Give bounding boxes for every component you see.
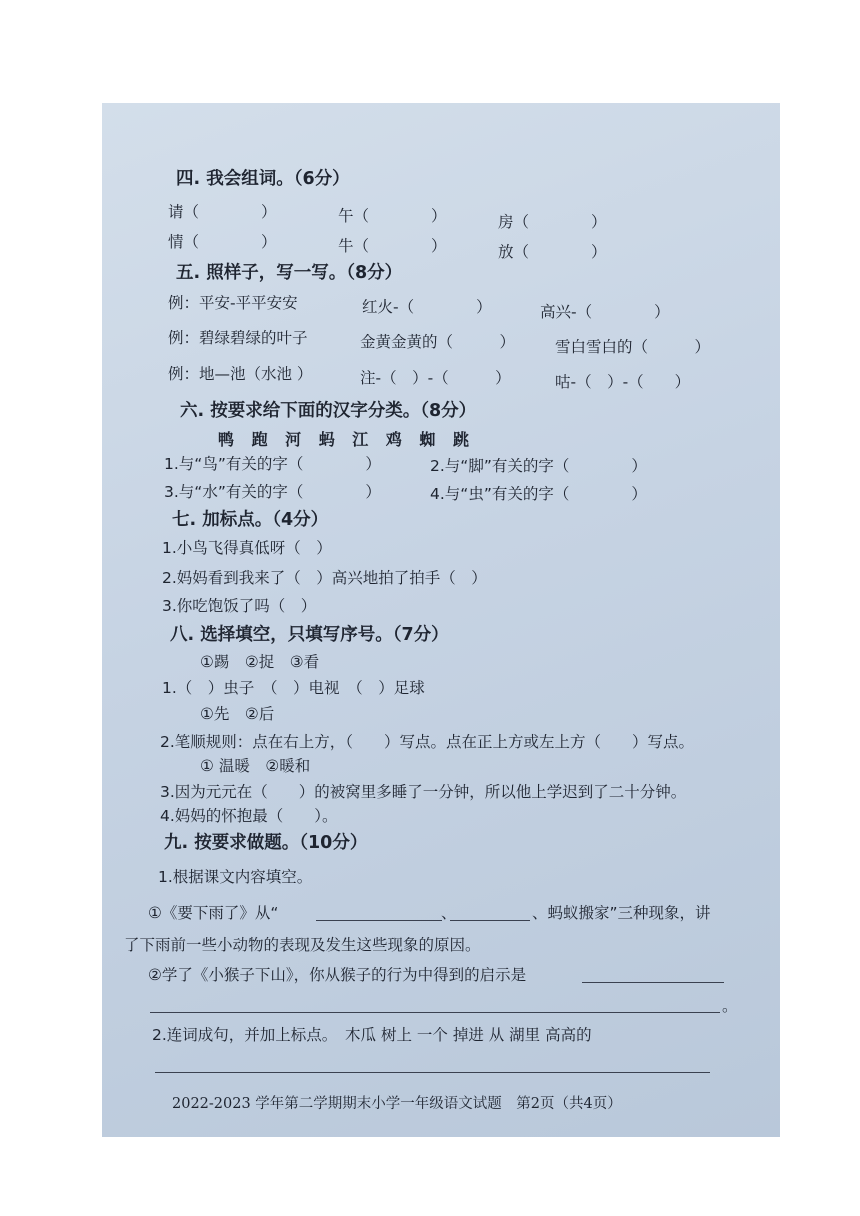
s8-q1: 1.（ ）虫子 （ ）电视 （ ）足球 bbox=[162, 679, 425, 697]
s5-item-gu: 咕-（ ）-（ ） bbox=[555, 373, 691, 391]
section-7-title: 七. 加标点。（4分） bbox=[172, 510, 329, 530]
s8-options-1: ①踢 ②捉 ③看 bbox=[200, 653, 320, 671]
s5-example-3: 例：地—池（水池 ） bbox=[168, 365, 313, 383]
s9-q1a-prefix: ①《要下雨了》从“ bbox=[148, 904, 279, 922]
s8-options-3: ① 温暖 ②暖和 bbox=[200, 757, 311, 775]
s9-q1a-continued: 了下雨前一些小动物的表现及发生这些现象的原因。 bbox=[124, 936, 481, 954]
s6-q1: 1.与“鸟”有关的字（ ） bbox=[164, 455, 381, 473]
s6-q3: 3.与“水”有关的字（ ） bbox=[164, 483, 381, 501]
s9-q2: 2.连词成句，并加上标点。 木瓜 树上 一个 掉进 从 湖里 高高的 bbox=[152, 1026, 592, 1044]
s4-item-fang: 房（ ） bbox=[498, 213, 607, 231]
s4-item-fang2: 放（ ） bbox=[498, 243, 607, 261]
s9-q1a-blank-2 bbox=[450, 920, 530, 921]
s9-q1b-end: 。 bbox=[722, 997, 738, 1015]
section-8-title: 八. 选择填空，只填写序号。（7分） bbox=[170, 625, 449, 645]
s5-item-xuebai: 雪白雪白的（ ） bbox=[555, 338, 711, 356]
s9-q1b: ②学了《小猴子下山》，你从猴子的行为中得到的启示是 bbox=[148, 966, 527, 984]
s9-q1a-suffix: 、蚂蚁搬家”三种现象，讲 bbox=[532, 904, 711, 922]
section-4-title: 四. 我会组词。（6分） bbox=[176, 169, 350, 189]
s5-example-2: 例：碧绿碧绿的叶子 bbox=[168, 329, 308, 347]
page-footer: 2022-2023 学年第二学期期末小学一年级语文试题 第2页（共4页） bbox=[172, 1096, 622, 1112]
s7-q3: 3.你吃饱饭了吗（ ） bbox=[162, 597, 317, 615]
s6-character-list: 鸭 跑 河 蚂 江 鸡 蜘 跳 bbox=[218, 430, 469, 449]
section-9-title: 九. 按要求做题。（10分） bbox=[164, 833, 368, 853]
s4-item-wu: 午（ ） bbox=[338, 207, 447, 225]
s5-example-1: 例：平安-平平安安 bbox=[168, 294, 298, 312]
s8-q2: 2.笔顺规则：点在右上方，（ ）写点。点在正上方或左上方（ ）写点。 bbox=[160, 733, 695, 751]
s4-item-qing2: 情（ ） bbox=[168, 233, 277, 251]
s6-q4: 4.与“虫”有关的字（ ） bbox=[430, 485, 647, 503]
s9-q1b-blank-2 bbox=[150, 1012, 720, 1013]
s4-item-niu: 牛（ ） bbox=[338, 237, 447, 255]
s7-q2: 2.妈妈看到我来了（ ）高兴地拍了拍手（ ） bbox=[162, 569, 487, 587]
s4-item-qing: 请（ ） bbox=[168, 203, 277, 221]
s5-item-zhu: 注-（ ）-（ ） bbox=[360, 369, 511, 387]
s8-q3: 3.因为元元在（ ）的被窝里多睡了一分钟，所以他上学迟到了二十分钟。 bbox=[160, 783, 687, 801]
section-5-title: 五. 照样子，写一写。（8分） bbox=[176, 263, 403, 283]
s8-q4: 4.妈妈的怀抱最（ ）。 bbox=[160, 807, 338, 825]
s5-item-honghuo: 红火-（ ） bbox=[362, 298, 492, 316]
s9-q1b-blank-1 bbox=[582, 982, 724, 983]
s5-item-jinhuang: 金黄金黄的（ ） bbox=[360, 333, 516, 351]
s9-q1a-separator: 、 bbox=[441, 904, 457, 922]
s9-q2-answer-line bbox=[155, 1072, 710, 1073]
section-6-title: 六. 按要求给下面的汉字分类。（8分） bbox=[180, 401, 477, 421]
s8-options-2: ①先 ②后 bbox=[200, 705, 275, 723]
s9-q1a-blank-1 bbox=[316, 920, 442, 921]
s9-q1: 1.根据课文内容填空。 bbox=[158, 868, 313, 886]
s6-q2: 2.与“脚”有关的字（ ） bbox=[430, 457, 647, 475]
s5-item-gaoxing: 高兴-（ ） bbox=[540, 303, 670, 321]
s7-q1: 1.小鸟飞得真低呀（ ） bbox=[162, 539, 332, 557]
